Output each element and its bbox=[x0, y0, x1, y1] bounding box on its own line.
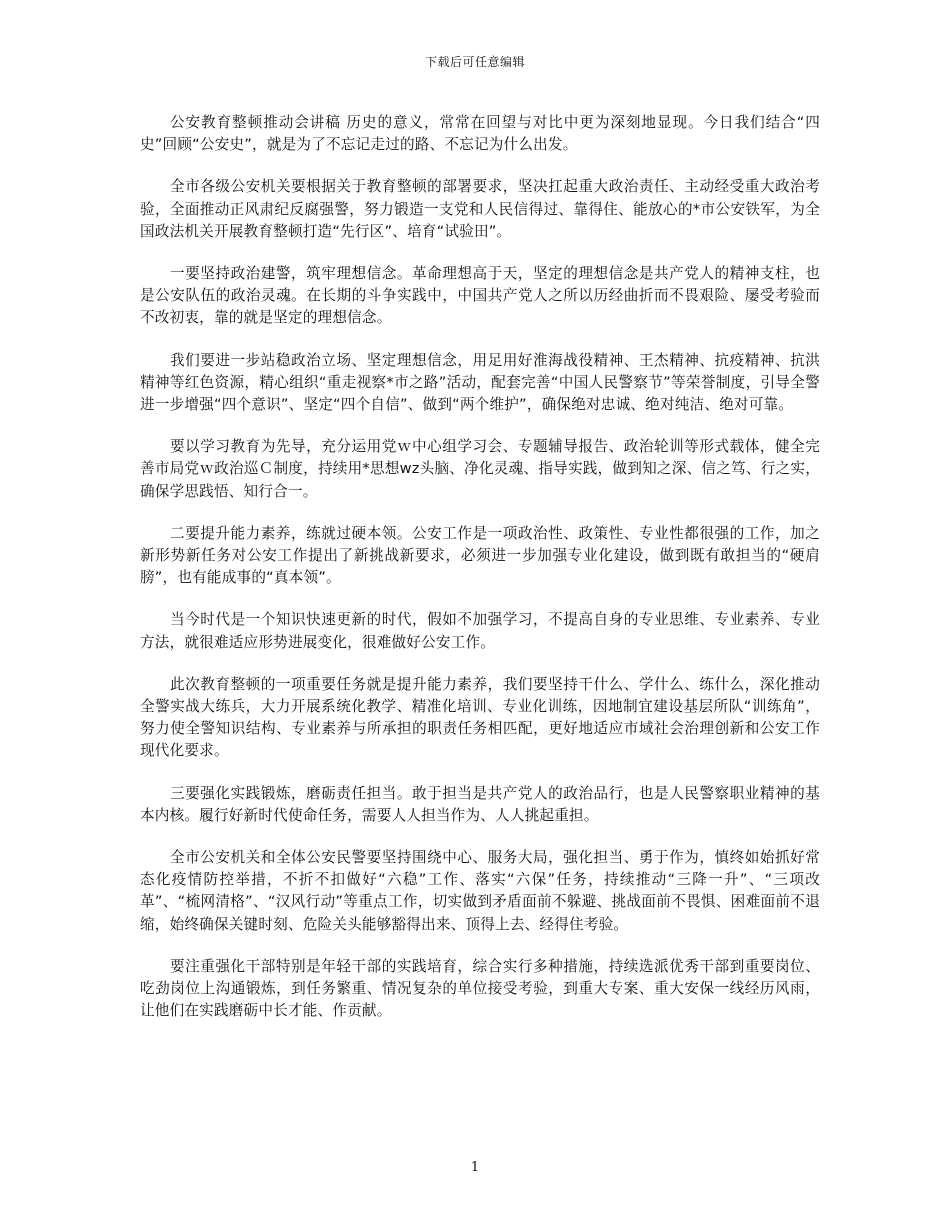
page-number: 1 bbox=[470, 1160, 480, 1175]
paragraph: 当今时代是一个知识快速更新的时代，假如不加强学习，不提高自身的专业思维、专业素养、专业方法，就很难适应形势进展变化，很难做好公安工作。 bbox=[140, 611, 820, 651]
paragraph: 全市公安机关和全体公安民警要坚持围绕中心、服务大局，强化担当、勇于作为，慎终如始抓好常态化疫情防控举措，不折不扣做好“六稳”工作、落实“六保”任务，持续推动“三降一升”、“三项改革”、“梳网清格”、“汉风行动”等重点工作，切实做到矛盾面前不躲避、挑战面前不畏惧、困难面前不退缩，始终确保关键时刻、危险关头能够豁得出来、顶得上去、经得住考验。 bbox=[140, 849, 820, 933]
paragraph: 全市各级公安机关要根据关于教育整顿的部署要求，坚决扛起重大政治责任、主动经受重大政治考验，全面推动正风肃纪反腐强警，努力锻造一支党和人民信得过、靠得住、能放心的*市公安铁军，为全国政法机关开展教育整顿打造“先行区”、培育“试验田”。 bbox=[140, 178, 820, 240]
paragraph: 一要坚持政治建警，筑牢理想信念。革命理想高于天，坚定的理想信念是共产党人的精神支柱，也是公安队伍的政治灵魂。在长期的斗争实践中，中国共产党人之所以历经曲折而不畏艰险、屡受考验而不改初衷，靠的就是坚定的理想信念。 bbox=[140, 265, 820, 327]
paragraph: 要以学习教育为先导，充分运用党ｗ中心组学习会、专题辅导报告、政治轮训等形式载体，健全完善市局党ｗ政治巡Ｃ制度，持续用*思想wz头脑、净化灵魂、指导实践，做到知之深、信之笃、行之实，确保学思践悟、知行合一。 bbox=[140, 438, 820, 500]
paragraph: 我们要进一步站稳政治立场、坚定理想信念，用足用好淮海战役精神、王杰精神、抗疫精神、抗洪精神等红色资源，精心组织“重走视察*市之路”活动，配套完善“中国人民警察节”等荣誉制度，引导全警进一步增强“四个意识”、坚定“四个自信”、做到“两个维护”，确保绝对忠诚、绝对纯洁、绝对可靠。 bbox=[140, 351, 820, 414]
paragraph: 要注重强化干部特别是年轻干部的实践培育，综合实行多种措施，持续选派优秀干部到重要岗位、吃劲岗位上沟通锻炼，到任务繁重、情况复杂的单位接受考验，到重大专案、重大安保一线经历风雨，让他们在实践磨砺中长才能、作贡献。 bbox=[140, 957, 820, 1020]
paragraph: 公安教育整顿推动会讲稿 历史的意义，常常在回望与对比中更为深刻地显现。今日我们结合“四史”回顾“公安史”，就是为了不忘记走过的路、不忘记为什么出发。 bbox=[140, 114, 820, 154]
page-header: 下载后可任意编辑 bbox=[424, 55, 525, 69]
document-body bbox=[140, 112, 820, 1043]
paragraph: 三要强化实践锻炼，磨砺责任担当。敢于担当是共产党人的政治品行，也是人民警察职业精神的基本内核。履行好新时代使命任务，需要人人担当作为、人人挑起重担。 bbox=[140, 784, 820, 824]
paragraph: 二要提升能力素养，练就过硬本领。公安工作是一项政治性、政策性、专业性都很强的工作，加之新形势新任务对公安工作提出了新挑战新要求，必须进一步加强专业化建设，做到既有敢担当的“硬肩膀”，也有能成事的“真本领”。 bbox=[140, 524, 820, 587]
paragraph: 此次教育整顿的一项重要任务就是提升能力素养，我们要坚持干什么、学什么、练什么，深化推动全警实战大练兵，大力开展系统化教学、精准化培训、专业化训练，因地制宜建设基层所队“训练角”，努力使全警知识结构、专业素养与所承担的职责任务相匹配，更好地适应市域社会治理创新和公安工作现代化要求。 bbox=[140, 675, 820, 760]
